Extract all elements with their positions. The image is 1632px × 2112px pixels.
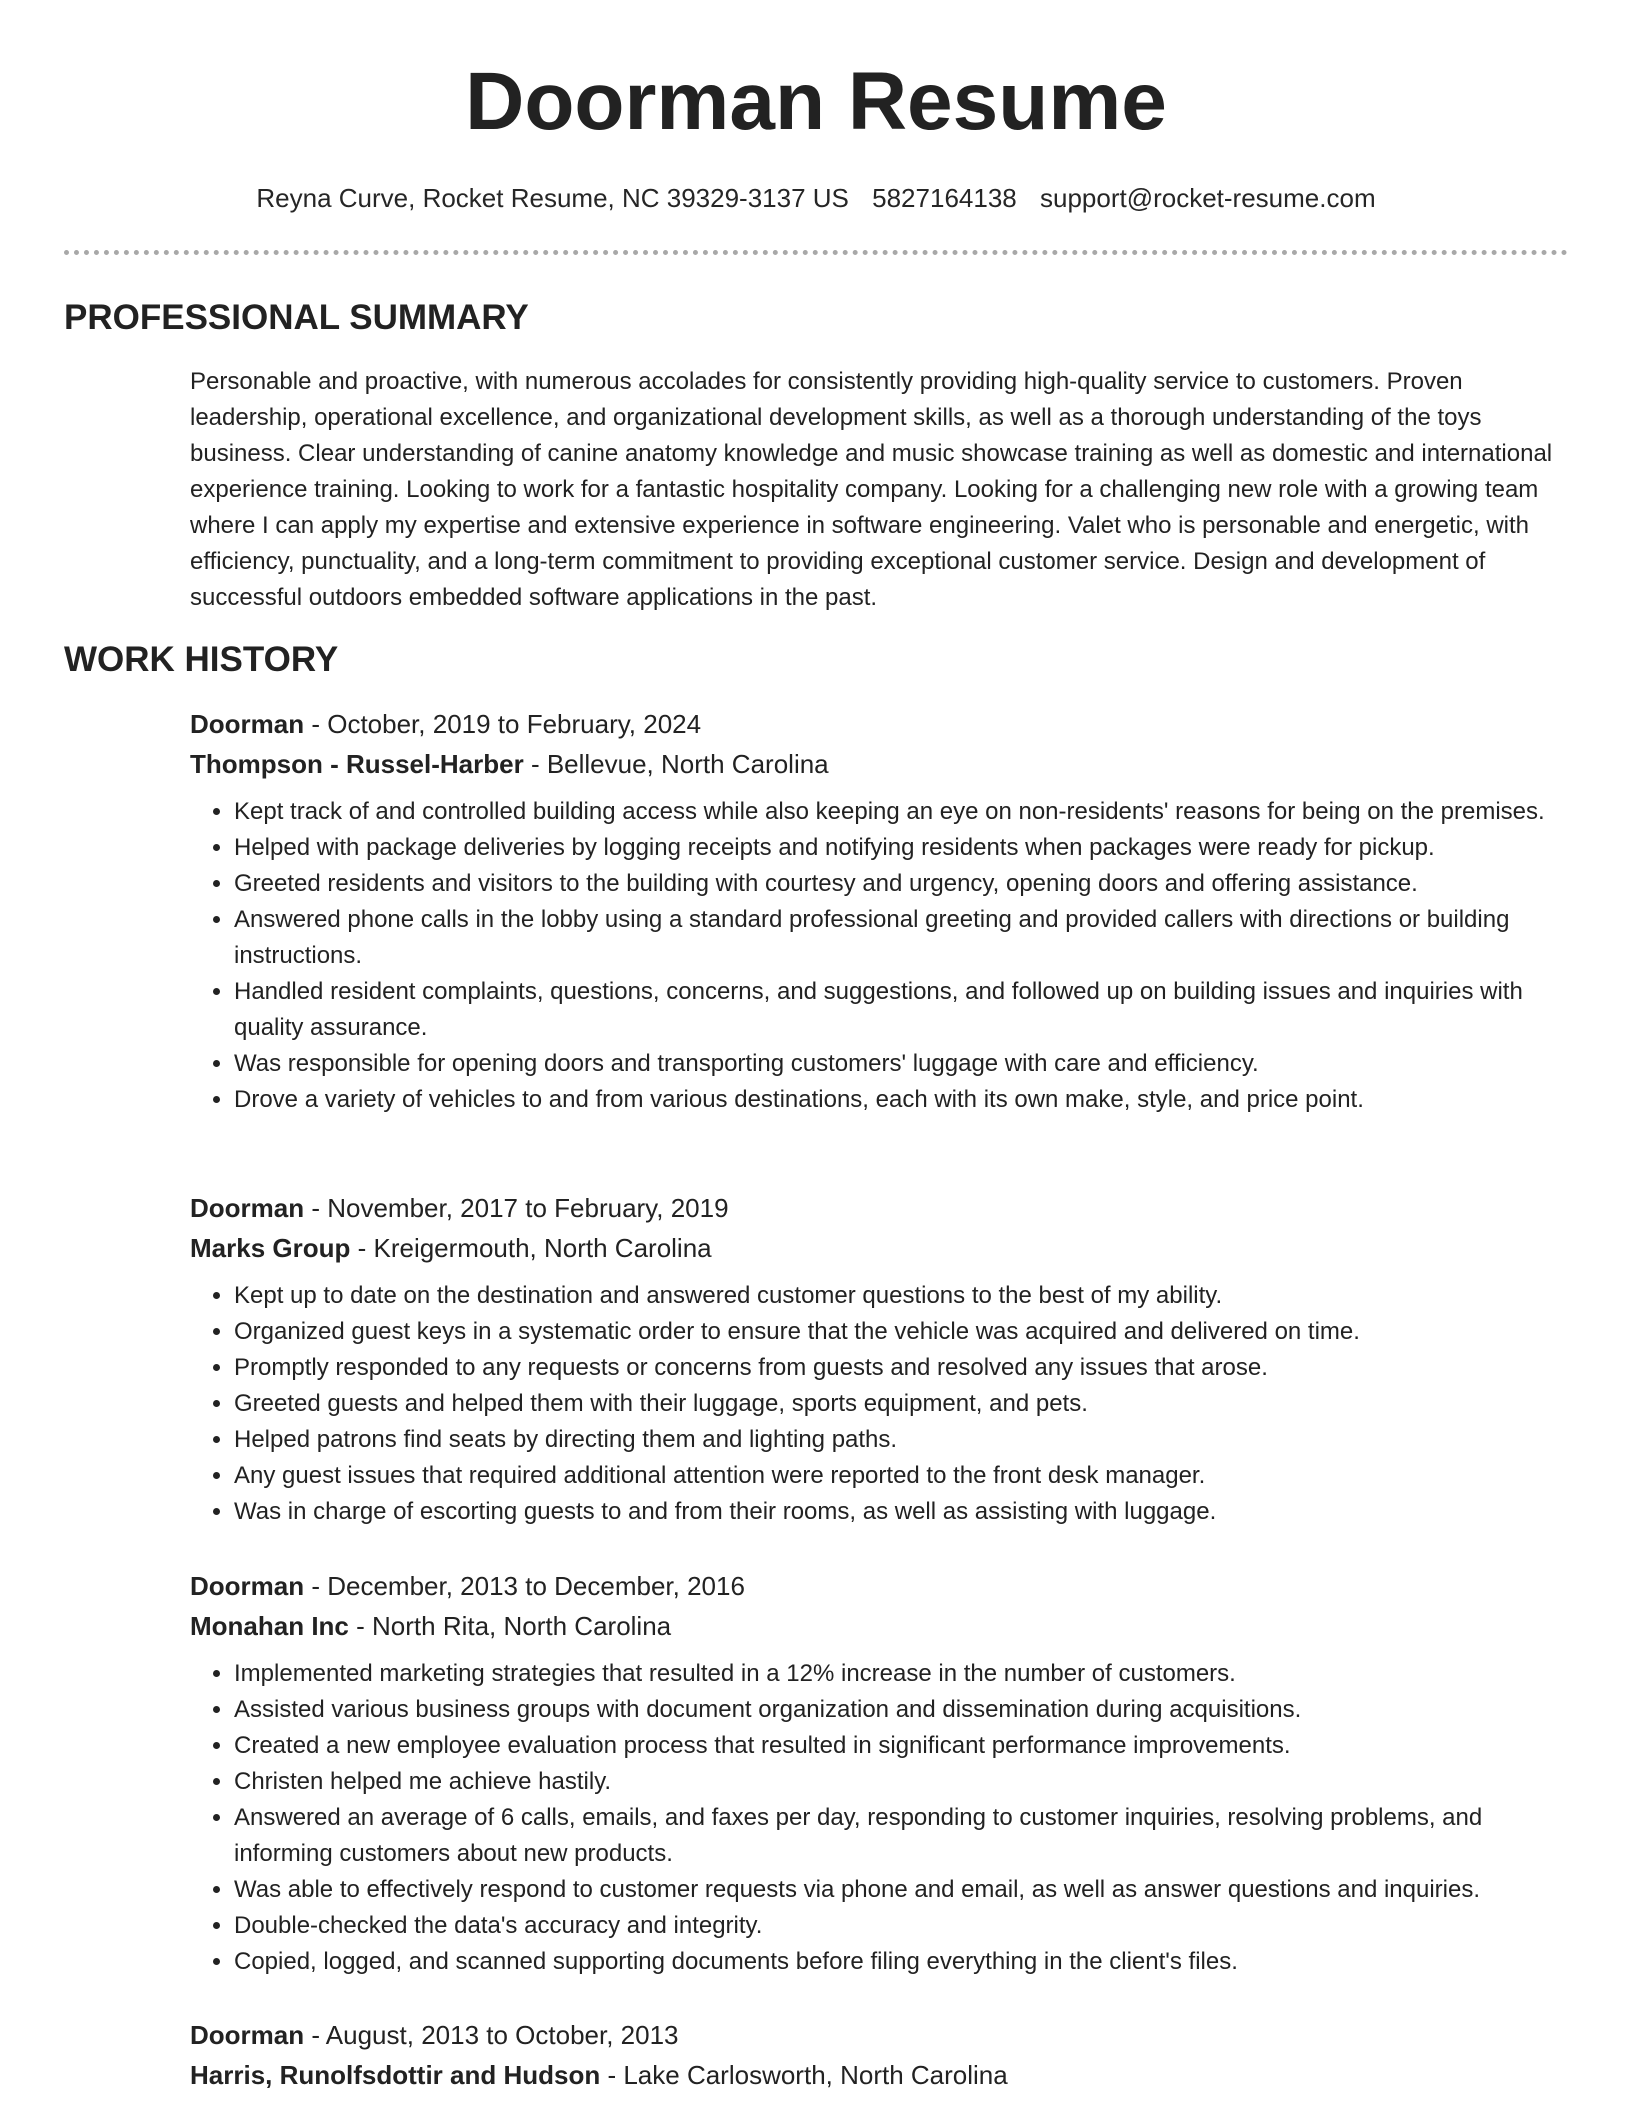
job-company-line	[190, 1228, 1570, 1268]
job-bullet: • Helped patrons find seats by directing them and lighting paths.	[234, 1422, 1570, 1458]
contact-address: Reyna Curve, Rocket Resume, NC 39329-3137 US	[256, 183, 849, 213]
summary-text: Personable and proactive, with numerous accolades for consistently providing high-quality service to customers. Proven leadership, operational excellence, and organizational development skills, as well as a thorough understanding of the toys business. Clear understanding of canine anatomy knowledge and music showcase training as well as domestic and international experience training. Looking to work for a fantastic hospitality company. Looking for a challenging new role with a growing team where I can apply my expertise and extensive experience in software engineering. Valet who is personable and energetic, with efficiency, punctuality, and a long-term commitment to providing exceptional customer service. Design and development of successful outdoors embedded software applications in the past.	[190, 368, 1553, 611]
job-company: Monahan Inc	[190, 1611, 349, 1641]
job-title: Doorman	[190, 1571, 305, 1601]
job-location: - North Rita, North Carolina	[348, 1611, 672, 1641]
job-company: Thompson - Russel-Harber	[190, 749, 524, 779]
job-company-line	[190, 1606, 1570, 1646]
job-bullet: • Helped with package deliveries by logging receipts and notifying residents when packages were ready for pickup.	[234, 830, 1570, 866]
job-bullet: • Answered phone calls in the lobby using a standard professional greeting and provided callers with directions or building instructions.	[234, 902, 1570, 974]
job-dates: - October, 2019 to February, 2024	[304, 709, 702, 739]
job-bullet: • Handled resident complaints, questions, concerns, and suggestions, and followed up on building issues and inquiries with quality assurance.	[234, 974, 1570, 1046]
job-bullet: • Promptly responded to any requests or concerns from guests and resolved any issues that arose.	[234, 1350, 1570, 1386]
job-entry	[190, 2015, 1570, 2095]
job-company: Harris, Runolfsdottir and Hudson	[190, 2060, 601, 2090]
job-dates: - August, 2013 to October, 2013	[304, 2020, 679, 2050]
job-bullet: • Created a new employee evaluation process that resulted in significant performance improvements.	[234, 1728, 1570, 1764]
job-dates: - December, 2013 to December, 2016	[304, 1571, 745, 1601]
resume-title: Doorman Resume	[465, 56, 1167, 147]
header-divider	[64, 250, 1568, 255]
job-bullet: • Assisted various business groups with document organization and dissemination during acquisitions.	[234, 1692, 1570, 1728]
job-title: Doorman	[190, 2020, 305, 2050]
job-entry	[190, 1188, 1570, 1530]
summary-heading: PROFESSIONAL SUMMARY	[64, 298, 529, 337]
job-bullet: • Any guest issues that required additional attention were reported to the front desk manager.	[234, 1458, 1570, 1494]
job-bullet: • Kept track of and controlled building access while also keeping an eye on non-residents' reasons for being on the premises.	[234, 794, 1570, 830]
work-history-heading: WORK HISTORY	[64, 640, 339, 679]
job-bullet: • Answered an average of 6 calls, emails, and faxes per day, responding to customer inquiries, resolving problems, and informing customers about new products.	[234, 1800, 1570, 1872]
job-company-line	[190, 744, 1570, 784]
job-entry	[190, 704, 1570, 1118]
contact-phone: 5827164138	[872, 183, 1017, 213]
job-company: Marks Group	[190, 1233, 351, 1263]
job-bullet: • Copied, logged, and scanned supporting documents before filing everything in the client's files.	[234, 1944, 1570, 1980]
job-bullet: • Greeted residents and visitors to the building with courtesy and urgency, opening doors and offering assistance.	[234, 866, 1570, 902]
job-dates: - November, 2017 to February, 2019	[304, 1193, 729, 1223]
job-location: - Lake Carlosworth, North Carolina	[600, 2060, 1008, 2090]
job-location: - Bellevue, North Carolina	[523, 749, 829, 779]
job-location: - Kreigermouth, North Carolina	[350, 1233, 712, 1263]
job-bullet: • Greeted guests and helped them with their luggage, sports equipment, and pets.	[234, 1386, 1570, 1422]
job-title-line	[190, 2015, 1570, 2055]
contact-line	[0, 180, 1632, 216]
job-bullets	[190, 1656, 1570, 1980]
job-title: Doorman	[190, 709, 305, 739]
job-bullets	[190, 1278, 1570, 1530]
job-bullet: • Double-checked the data's accuracy and integrity.	[234, 1908, 1570, 1944]
job-bullet: • Organized guest keys in a systematic order to ensure that the vehicle was acquired and delivered on time.	[234, 1314, 1570, 1350]
job-bullet: • Was responsible for opening doors and transporting customers' luggage with care and efficiency.	[234, 1046, 1570, 1082]
job-company-line	[190, 2055, 1570, 2095]
job-title: Doorman	[190, 1193, 305, 1223]
job-bullet: • Drove a variety of vehicles to and from various destinations, each with its own make, style, and price point.	[234, 1082, 1570, 1118]
job-bullet: • Christen helped me achieve hastily.	[234, 1764, 1570, 1800]
job-bullets	[190, 794, 1570, 1118]
job-bullet: • Implemented marketing strategies that resulted in a 12% increase in the number of customers.	[234, 1656, 1570, 1692]
job-title-line	[190, 1188, 1570, 1228]
job-bullet: • Was in charge of escorting guests to and from their rooms, as well as assisting with luggage.	[234, 1494, 1570, 1530]
job-entry	[190, 1566, 1570, 1980]
job-title-line	[190, 1566, 1570, 1606]
job-bullet: • Was able to effectively respond to customer requests via phone and email, as well as answer questions and inquiries.	[234, 1872, 1570, 1908]
job-bullet: • Kept up to date on the destination and answered customer questions to the best of my ability.	[234, 1278, 1570, 1314]
job-title-line	[190, 704, 1570, 744]
contact-email: support@rocket-resume.com	[1039, 183, 1376, 213]
